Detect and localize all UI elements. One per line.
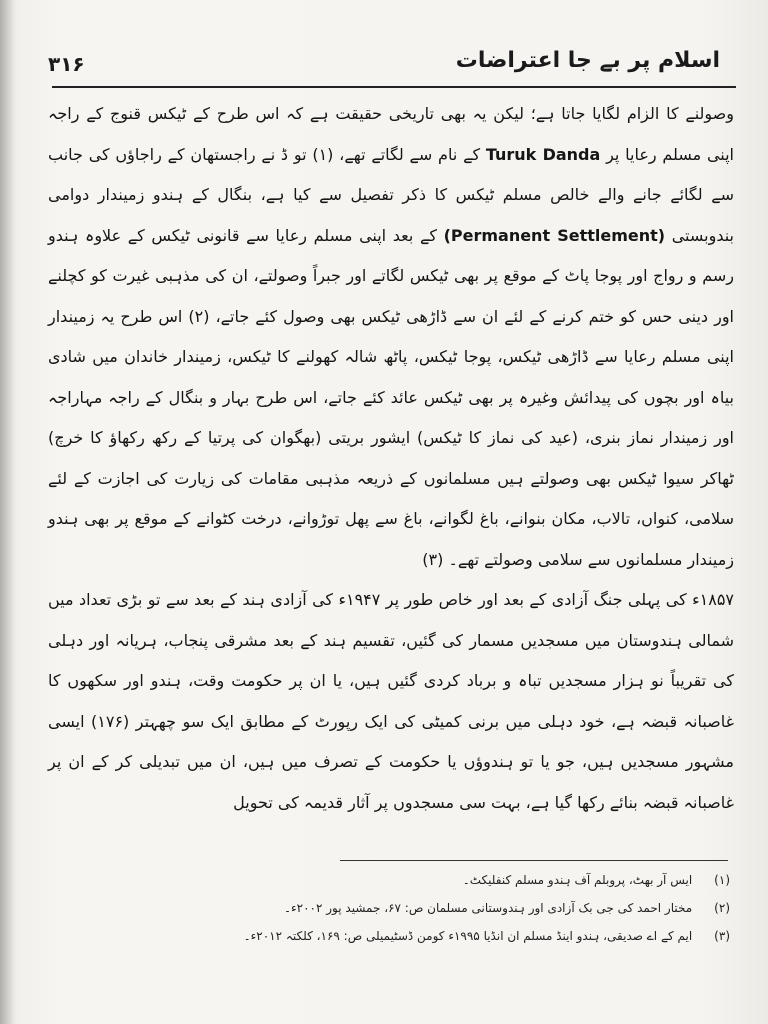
latin-term: (Permanent Settlement) <box>443 225 666 245</box>
running-title: اسلام پر بے جا اعتراضات <box>455 48 720 73</box>
body-text <box>48 94 734 823</box>
latin-term: Turuk Danda <box>485 144 601 164</box>
text-segment: ۱۸۵۷ء کی پہلی جنگ آزادی کے بعد اور خاص طور پر ۱۹۴۷ء کی آزادی ہند کے بعد سے تو بڑی تعداد میں شمالی ہندوستان میں مسجدیں مسمار کی گئیں، تقسیم ہند کے بعد مشرقی پنجاب، ہریانہ اور دہلی کی تقریباً نو ہزار مسجدیں تباہ و برباد کردی گئیں ہیں، یا ان پر حکومت وقت، ہندو اور سکھوں کا غاصبانہ قبضہ ہے، خود دہلی میں برنی کمیٹی کی ایک رپورٹ کے مطابق ایک سو چھہتر (۱۷۶) ایسی مشہور مسجدیں ہیں، جو یا تو ہندوؤں یا حکومت کے تصرف میں ہیں، ان میں تبدیلی کر کے ان پر غاصبانہ قبضہ بنائے رکھا گیا ہے، بہت سی مسجدوں پر آثار قدیمہ کی تحویل <box>48 590 735 812</box>
footnote-text: مختار احمد کی جی بک آزادی اور ہندوستانی مسلمان ص: ۶۷، جمشید پور ۲۰۰۲ء۔ <box>283 901 693 915</box>
footnote-text: ایم کے اے صدیقی، ہندو اینڈ مسلم ان انڈیا ۱۹۹۵ء کومن ڈسٹیمیلی ص: ۱۶۹، کلکتہ ۲۰۱۲ء۔ <box>243 929 693 943</box>
paragraph-1 <box>48 94 734 580</box>
footnote-number: (۱) <box>714 873 730 887</box>
paragraph-2 <box>48 580 734 823</box>
footnote-number: (۳) <box>714 929 730 943</box>
footnote-1 <box>140 866 730 894</box>
header-rule <box>52 86 736 88</box>
footnotes <box>140 866 730 950</box>
text-segment: وصولنے کا الزام لگایا جاتا ہے؛ لیکن یہ بھی تاریخی حقیقت ہے کہ اس طرح کے ٹیکس قنوج کے راجہ اپنی مسلم رعایا پر <box>48 104 735 164</box>
footnote-rule <box>340 860 728 861</box>
footnote-number: (۲) <box>714 901 730 915</box>
page-number: ۳۱۶ <box>48 52 85 76</box>
text-segment: کے بعد اپنی مسلم رعایا سے قانونی ٹیکس کے علاوہ ہندو رسم و رواج اور پوجا پاٹ کے موقع پر بھی ٹیکس لگاتے اور جبراً وصولتے، ان کی مذہبی غیرت کو کچلنے اور دینی حس کو ختم کرنے کے لئے ان سے ڈاڑھی ٹیکس بھی وصول کئے جاتے، (۲) اس طرح یہ زمیندار اپنی مسلم رعایا سے ڈاڑھی ٹیکس، پوجا ٹیکس، پاٹھ شالہ کھولنے کا ٹیکس، زمیندار خاندان میں شادی بیاہ اور بچوں کی پیدائش وغیرہ پر بھی ٹیکس عائد کئے جاتے، اس طرح بہار و بنگال کے راجہ مہاراجہ اور زمیندار نماز بنری، (عید کی نماز کا ٹیکس) ایشور بریتی (بھگوان کی پرتیا کے رکھ رکھاؤ کا خرچ) ٹھاکر سیوا ٹیکس بھی وصولتے ہیں مسلمانوں کے ذریعہ مذہبی مقامات کی زیارت کی اجازت کے لئے سلامی، کنواں، تالاب، مکان بنوانے، باغ لگوانے، باغ سے پھل توڑوانے، درخت کٹوانے کے موقع پر بھی ہندو زمیندار مسلمانوں سے سلامی وصولتے تھے۔ (۳) <box>48 225 734 569</box>
footnote-3 <box>140 922 730 950</box>
footnote-text: ایس آر بھٹ، پروبلم آف ہندو مسلم کنفلیکٹ۔ <box>462 873 693 887</box>
text-segment: کے نام سے لگاتے تھے، (۱) تو ڈ نے راجستھان کے راجاؤں کی جانب سے لگائے جانے والے خالص مسلم ٹیکس کا ذکر تفصیل سے کیا ہے، بنگال کے ہندو زمیندار دوامی بندوبستی <box>48 144 735 245</box>
footnote-2 <box>140 894 730 922</box>
spine-shadow <box>0 0 14 1024</box>
page-header <box>40 48 740 84</box>
